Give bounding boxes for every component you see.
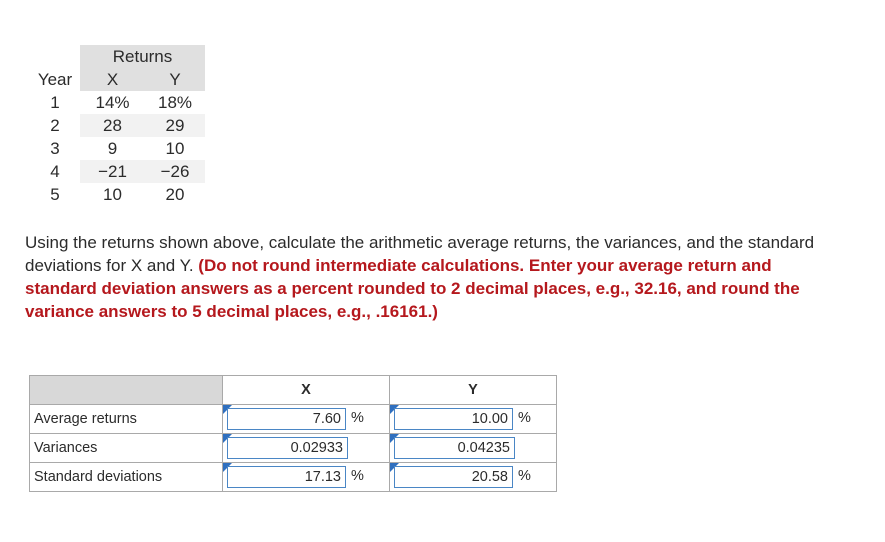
question-instructions: Using the returns shown above, calculate the arithmetic average returns, the variances, and the standard deviations for X and Y. [25, 233, 815, 275]
answer-blank-header [30, 376, 223, 405]
standard-deviations-x-input[interactable]: 17.13 [227, 466, 346, 488]
average-returns-y-input[interactable]: 10.00 [394, 408, 513, 430]
x-return-cell: 9 [107, 138, 118, 158]
variances-y-input[interactable]: 0.04235 [394, 437, 515, 459]
answer-y-header: Y [390, 376, 557, 405]
question-text [25, 231, 815, 323]
standard-deviations-y-input[interactable]: 20.58 [394, 466, 513, 488]
variances-x-input[interactable]: 0.02933 [227, 437, 348, 459]
y-return-cell: 18% [157, 92, 193, 112]
y-return-cell: 29 [145, 114, 205, 137]
y-return-cell: 20 [165, 184, 185, 204]
variances-y-cell [390, 434, 557, 463]
row-label-variances: Variances [30, 434, 223, 463]
standard-deviations-y-cell [390, 463, 557, 492]
year-cell: 4 [50, 161, 60, 181]
y-return-cell: 10 [165, 138, 185, 158]
x-return-cell: 14% [95, 92, 130, 112]
average-returns-x-input[interactable]: 7.60 [227, 408, 346, 430]
x-return-cell: 28 [80, 114, 145, 137]
y-column-header: Y [145, 68, 205, 91]
average-returns-y-cell [390, 405, 557, 434]
returns-group-header: Returns [80, 45, 205, 68]
row-label-average-returns: Average returns [30, 405, 223, 434]
variances-x-cell [223, 434, 390, 463]
x-return-cell: 10 [103, 184, 122, 204]
year-cell: 1 [50, 92, 60, 112]
row-label-standard-deviations: Standard deviations [30, 463, 223, 492]
year-cell: 2 [50, 115, 60, 135]
answer-table [29, 375, 557, 492]
percent-sign: % [518, 410, 531, 426]
year-cell: 3 [50, 138, 60, 158]
question-emphasis: (Do not round intermediate calculations. Enter your average return and standard deviation answers as a percent rounded to 2 decimal places, e.g., 32.16, and round the variance answers to 5 decimal places, e.g., .16161.) [25, 256, 800, 321]
x-return-cell: −21 [80, 160, 145, 183]
returns-table [30, 45, 205, 206]
percent-sign: % [351, 410, 364, 426]
standard-deviations-x-cell [223, 463, 390, 492]
x-column-header: X [80, 68, 145, 91]
answer-x-header: X [223, 376, 390, 405]
percent-sign: % [518, 468, 531, 484]
blank-header-cell [30, 45, 80, 68]
average-returns-x-cell [223, 405, 390, 434]
percent-sign: % [351, 468, 364, 484]
year-cell: 5 [50, 184, 60, 204]
year-column-header: Year [37, 69, 73, 89]
y-return-cell: −26 [145, 160, 205, 183]
